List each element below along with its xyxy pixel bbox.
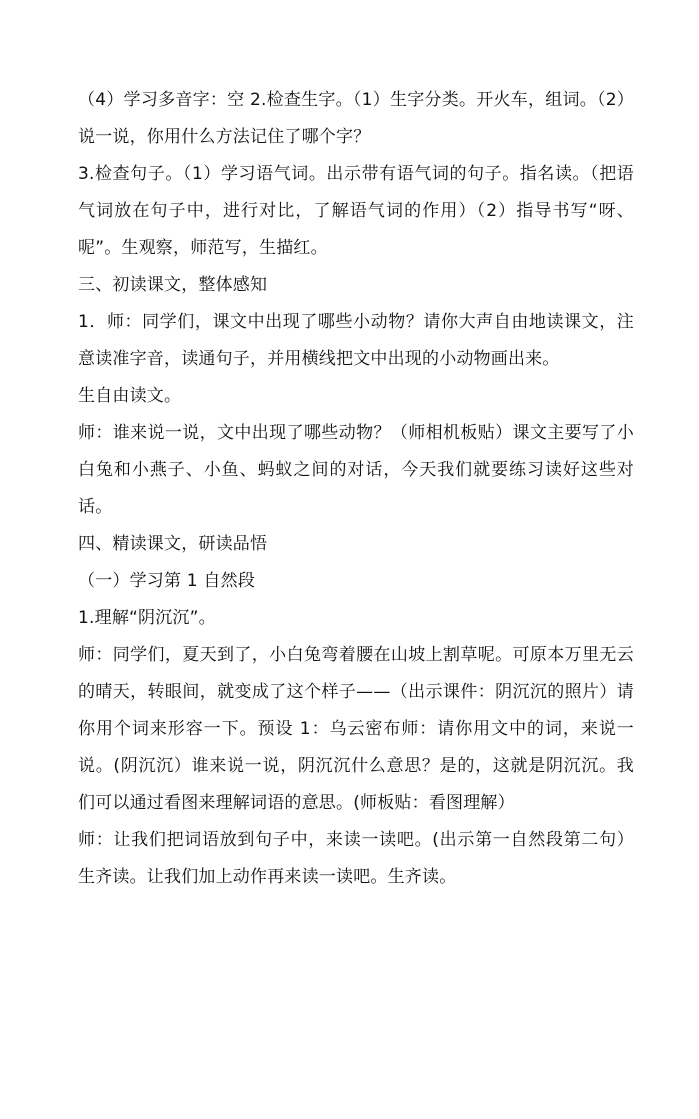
- paragraph-student-reading: 生自由读文。: [78, 386, 182, 406]
- paragraph-animals-summary: 师：谁来说一说，文中出现了哪些动物？（师相机板贴）课文主要写了小白兔和小燕子、小鱼、蚂蚁之间的对话，今天我们就要练习读好这些对话。: [78, 423, 634, 517]
- section-heading-first-reading: 三、初读课文，整体感知: [78, 275, 268, 295]
- document-body: [78, 82, 634, 896]
- paragraph-understand-word: 1.理解“阴沉沉”。: [78, 608, 216, 628]
- subsection-heading-paragraph-one: （一）学习第 1 自然段: [78, 571, 256, 591]
- paragraph-check-sentences: 3.检查句子。（1）学习语气词。出示带有语气词的句子。指名读。（把语气词放在句子中，进行对比，了解语气词的作用）（2）指导书写“呀、呢”。生观察，师范写，生描红。: [78, 164, 634, 258]
- paragraph-read-sentence: 师：让我们把词语放到句子中，来读一读吧。(出示第一自然段第二句）生齐读。让我们加上动作再来读一读吧。生齐读。: [78, 830, 634, 887]
- paragraph-polyphonic-review: （4）学习多音字：空 2.检查生字。（1）生字分类。开火车，组词。（2）说一说，你用什么方法记住了哪个字？: [78, 90, 634, 147]
- paragraph-teacher-question: 1．师：同学们，课文中出现了哪些小动物？请你大声自由地读课文，注意读准字音，读通句子，并用横线把文中出现的小动物画出来。: [78, 312, 634, 369]
- paragraph-word-explanation: 师：同学们，夏天到了，小白兔弯着腰在山坡上割草呢。可原本万里无云的晴天，转眼间，就变成了这个样子——（出示课件：阴沉沉的照片）请你用个词来形容一下。预设 1：乌云密布师：请你用文中的词，来说一说。(阴沉沉）谁来说一说，阴沉沉什么意思？是的，这就是阴沉沉。我们可以通过看图来理解词语的意思。(师板贴：看图理解）: [78, 645, 634, 813]
- section-heading-close-reading: 四、精读课文，研读品悟: [78, 534, 268, 554]
